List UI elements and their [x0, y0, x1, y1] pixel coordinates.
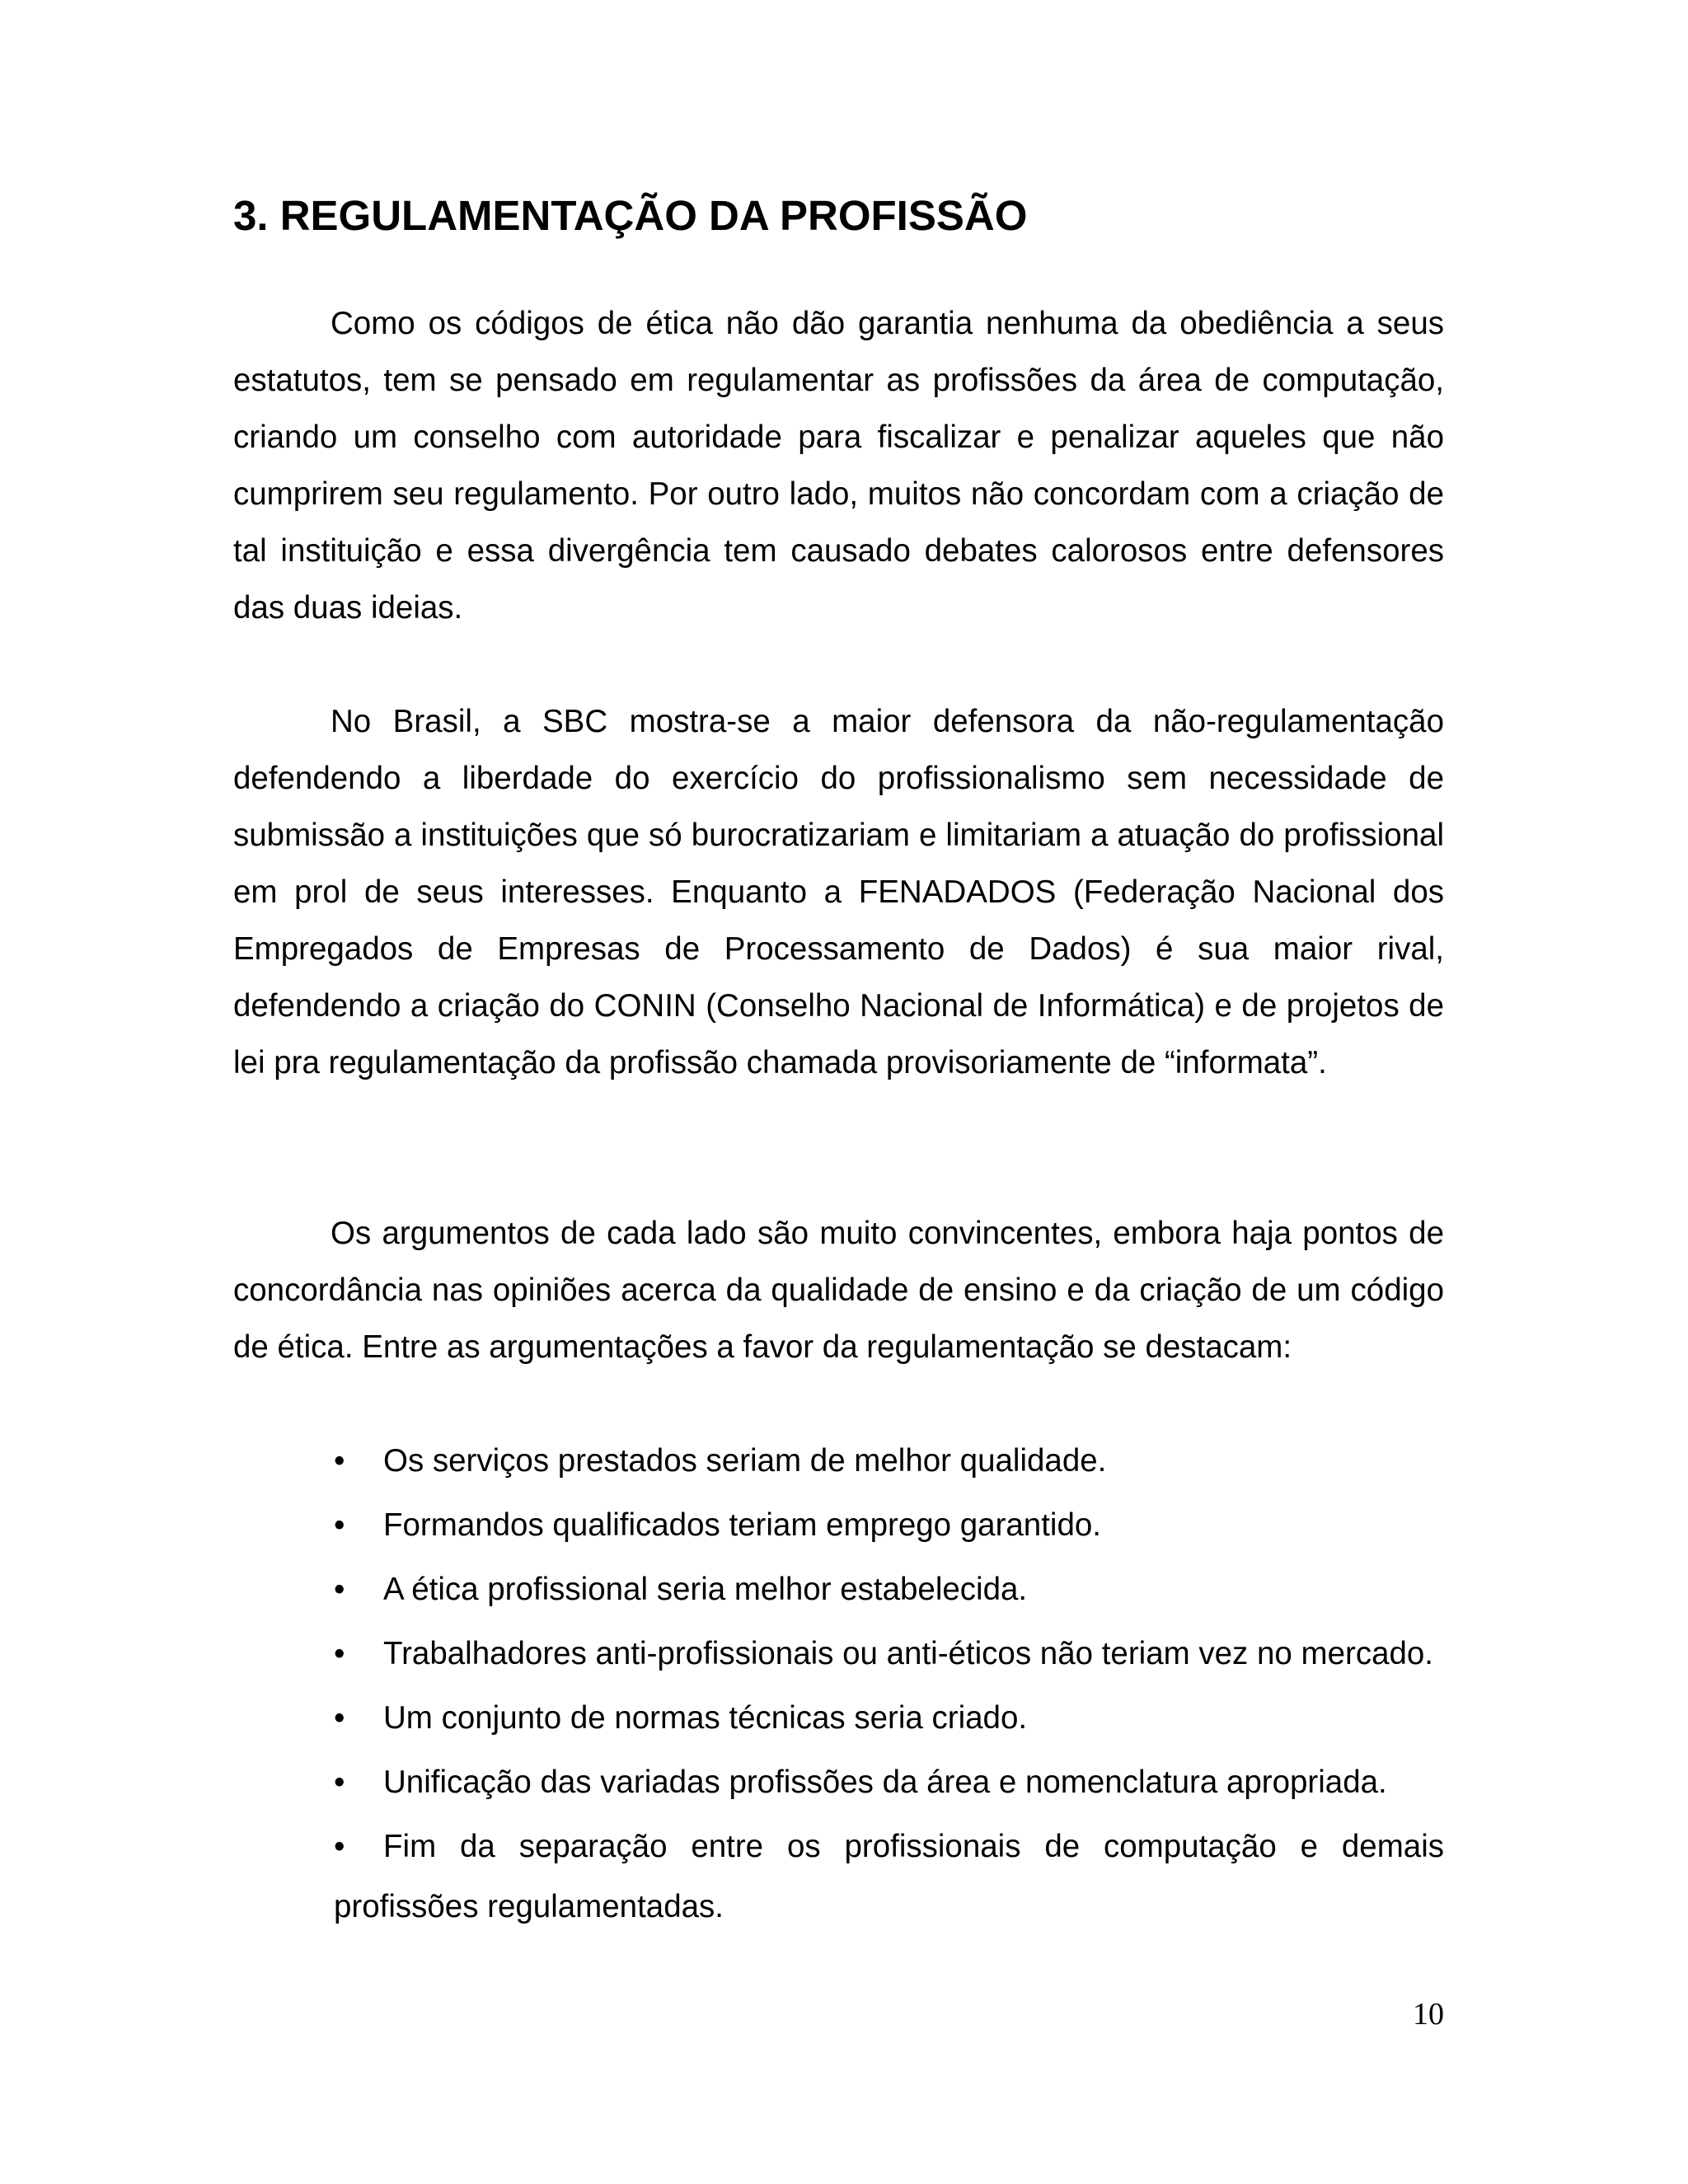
list-item	[334, 1431, 1444, 1491]
bullet-icon: •	[334, 1829, 345, 1864]
list-item-text: Os serviços prestados seriam de melhor qualidade.	[383, 1443, 1107, 1479]
list-item-text: Unificação das variadas profissões da área e nomenclatura apropriada.	[383, 1765, 1387, 1800]
bullet-icon: •	[334, 1572, 345, 1607]
bullet-icon: •	[334, 1507, 345, 1543]
list-item	[334, 1559, 1444, 1619]
list-item-text: Fim da separação entre os profissionais de computação e demais profissões regulamentadas.	[334, 1829, 1444, 1924]
bullet-icon: •	[334, 1443, 345, 1479]
list-item	[334, 1752, 1444, 1812]
bullet-list	[334, 1431, 1444, 1941]
paragraph-2: No Brasil, a SBC mostra-se a maior defensora da não-regulamentação defendendo a liberdade do exercício do profissionalismo sem necessidade de submissão a instituições que só burocratizariam e limitariam a atuação do profissional em prol de seus interesses. Enquanto a FENADADOS (Federação Nacional dos Empregados de Empresas de Processamento de Dados) é sua maior rival, defendendo a criação do CONIN (Conselho Nacional de Informática) e de projetos de lei pra regulamentação da profissão chamada provisoriamente de “informata”.	[233, 704, 1444, 1080]
list-item-text: A ética profissional seria melhor estabelecida.	[383, 1572, 1028, 1607]
section-heading: 3. REGULAMENTAÇÃO DA PROFISSÃO	[233, 192, 1028, 239]
list-item	[334, 1495, 1444, 1555]
list-item	[334, 1816, 1444, 1937]
list-item-text: Formandos qualificados teriam emprego garantido.	[383, 1507, 1101, 1543]
list-item	[334, 1624, 1444, 1684]
paragraph-3: Os argumentos de cada lado são muito convincentes, embora haja pontos de concordância nas opiniões acerca da qualidade de ensino e da criação de um código de ética. Entre as argumentações a favor da regulamentação se destacam:	[233, 1216, 1444, 1365]
bullet-icon: •	[334, 1765, 345, 1800]
list-item-text: Um conjunto de normas técnicas seria criado.	[383, 1700, 1028, 1736]
paragraph-1: Como os códigos de ética não dão garantia nenhuma da obediência a seus estatutos, tem se pensado em regulamentar as profissões da área de computação, criando um conselho com autoridade para fiscalizar e penalizar aqueles que não cumprirem seu regulamento. Por outro lado, muitos não concordam com a criação de tal instituição e essa divergência tem causado debates calorosos entre defensores das duas ideias.	[233, 306, 1444, 626]
page-number: 10	[1413, 1997, 1444, 2032]
list-item	[334, 1688, 1444, 1748]
bullet-icon: •	[334, 1700, 345, 1736]
list-item-text: Trabalhadores anti-profissionais ou anti-éticos não teriam vez no mercado.	[383, 1636, 1433, 1671]
bullet-icon: •	[334, 1636, 345, 1671]
